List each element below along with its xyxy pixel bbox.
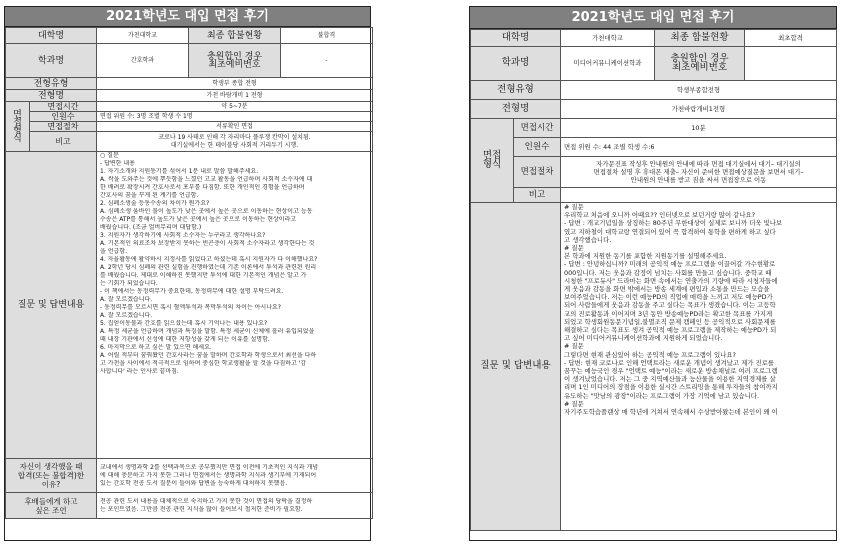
waitlist-value [745,47,837,81]
result-label: 최종 합불현황 [189,28,281,44]
admission-type-value: 학생부종합전형 [561,81,837,100]
note-value: 코로나 19 사태로 인해 각 자리마다 플루쟁 칸막이 설치됨. 대기실에서는 한 테이블당 사회적 거리두기 시행. [97,132,373,152]
time-value: 약 5~7분 [97,102,373,112]
qa-line: 수송은 ATP를 통해서 높도가 낮은 곳에서 높은 곳으로 이동하는 현상이라고 [100,216,297,223]
right-form-table [470,29,837,531]
qa-line: 이 생겨났었습니다. 저는 그 중 지역예산들과 능산물을 이용한 지역경제를 살 [564,375,776,384]
qa-line: 3. 지원자가 생각하기에 사회적 소수자는 누구라고 생각하나요? [100,232,266,239]
qa-line: 간호사의 꿈을 꾸게 된 계기를 언급함. [100,192,199,199]
people-label: 인원수 [514,138,561,157]
univ-value: 가천대학교 [97,28,189,44]
qa-line: 을 언급함. [100,248,127,255]
waitlist-label: 충원합인 경우 최초예비번호 [189,44,281,78]
qa-line: 되었고 학생회원동문기념일,불멸조직 문제 캠페인 등 공익적으로 사회문제를 [564,317,776,326]
advice-label: 후배들에게 하고 싶은 조언 [6,493,97,519]
qa-line: A. 기본적인 의료조차 보장받지 못하는 빈곤층이 사회적 소수자라고 생각한다는 것 [100,240,315,247]
qa-line: 되어 사람들에게 웃음과 감동을 주고 싶다는 목표가 생겼습니다. 이는 고등학 [564,301,776,310]
qa-line: 때 내장 기관에서 신성에 대한 저항성을 갖게 되는 이유를 설명함. [100,336,270,343]
note-label: 비고 [514,188,561,203]
qa-line: # 질문 [564,244,584,253]
major-value: 간호학과 [97,44,189,78]
qa-line: 자기주도학습플랜상 매 학년에 거쳐서 연속해서 수상받아왔는데 본인이 왜 이 [564,408,778,417]
admission-type-value: 학생부 종합 전형 [97,78,373,90]
procedure-label: 면접절차 [514,157,561,188]
qa-line: A. 심폐소생 움바인 물이 높도가 낮은 곳에서 높은 곳으로 이동하는 현상이고 능동 [100,208,313,215]
admission-type-label: 전형유형 [471,81,561,100]
qa-content [97,152,373,459]
time-value: 10분 [561,119,837,138]
qa-line: 고 생각했습니다. [564,235,612,244]
qa-line: 보여주었습니다. 저는 이런 예능PD의 직업에 매력을 느끼고 저도 예능PD가 [564,293,773,302]
qa-content [561,203,837,531]
interview-format-label: 면접 형식 [471,119,514,203]
advice-content: 전공 관련 도서 내용을 대체적으로 숙지하고 가지 못한 것이 면접의 당락을 결정하 는 포인트였음. 그만큼 전공 관련 지식을 많이 들어보시 철저한 준비가 필요함. [97,493,373,519]
admission-type-label: 전형유형 [6,78,97,90]
left-form-table [5,27,373,519]
univ-label: 대학명 [6,28,97,44]
waitlist-label: 충원합인 경우 최초예비번호 [655,47,745,81]
qa-line: A. 잘 모르겠습니다. [100,296,153,303]
major-label: 학과명 [6,44,97,78]
qa-line: 였고 지하철이 대학교랑 연결되어 있어 꼭 합격하여 통학을 편하게 하고 싶다 [564,227,776,236]
qa-line: - 답변 : 안녕하십니까? 미래의 공익적 예능 프로그램을 이끌어갈 가수현황로 [564,260,776,269]
qa-line: ○ 질문 [100,152,119,159]
right-sheet-title: 2021학년도 대입 면접 후기 [470,7,836,29]
interview-format-label: 면접 형식 [6,102,30,152]
qa-line: 유도하는 "맛남의 광장"이라는 프로그램이 가장 기억에 남고 있습니다. [564,391,759,400]
major-label: 학과명 [471,47,561,81]
note-value [561,188,837,203]
qa-line: 고 가천을 사이에서 적극적으로 임하며 중심한 학교생활을 할 것을 다짐하고 '감 [100,360,307,367]
qa-line: 게 웃음과 감동을 화면 밖에서는 방송 세계에 편입과 소통을 만드는 모습을 [564,285,770,294]
qa-line: 시청한 "프로듀사" 드라마는 화면 속에서는 연출가의 기량에 따라 시청자들에 [564,276,778,285]
qa-line: - 답변 : 개교기념일을 상징하는 80주년 무한대상이 실제로 보니까 더욱 빛나보 [564,219,783,228]
people-value: 면접 위원 수: 44 조별 학생 수:6 [561,138,837,157]
qa-line: # 질문 [564,203,584,211]
waitlist-value: - [281,44,373,78]
admission-name-value: 가천 바람개비 1 전형 [97,90,373,102]
qa-line: 를 배웠습니다. 제대로 이해하진 못했지만 투석에 대한 기본적인 개념은 알고 가 [100,272,307,279]
result-value: 최초합격 [745,30,837,47]
qa-line: 사합니다' 라는 인사로 끝마침. [100,368,179,375]
qa-line: # 질문 [564,342,584,351]
time-label: 면접시간 [30,102,97,112]
qa-line: A. 싹을 도와주는 것에 뿌듯함을 느꼈던 고교 활동을 언급하며 사회적 소수자에 대 [100,176,313,183]
procedure-label: 면접절차 [30,122,97,132]
qa-line: 한 배려로 확장시켜 간호사로서 포부를 다짐함. 또한 개인적인 경험을 언급하며 [100,184,305,191]
reason-content: 교내에서 생명과학 2를 선택과목으로 공부했지만 면접 이전에 기초적인 지식과 개념 에 대해 충분하고 가지 못한 그러나 면접에서는 생명과학 지식과 생기부에 기재되어 있는 간호학 전공 도서 질문이 들어와 답변을 능숙하게 대처하지 못했음. [97,459,373,493]
note-label: 비고 [30,132,97,152]
qa-line: - 답변: 현재 코로나로 인해 언택트라는 새로운 개념이 생겨났고 제가 진로를 [564,358,774,367]
qa-line: 배웠습니다. (조금 얼버무리며 대답함.) [100,224,202,231]
qa-line: - 답변한 내용 [100,160,135,167]
admission-name-value: 가천바람개비1전형 [561,100,837,119]
left-review-sheet [4,6,371,541]
time-label: 면접시간 [514,119,561,138]
procedure-value: 자가문진표 작성후 안내원의 안내에 따라 면접 대기실에서 대기– 대기실의 면접절차 설명 후 휴대폰 제출– 자신이 준비한 면접예상질문을 보면서 대기– 안내원의 안내를 받고 짐을 싸서 면접장으로 이동 [561,157,837,188]
admission-name-label: 전형명 [6,90,97,102]
right-review-sheet [469,6,837,541]
admission-name-label: 전형명 [471,100,561,119]
major-value: 미디어커뮤니케이션학과 [561,47,655,81]
qa-line: 1. 자기소개와 지원동기를 섞어서 1분 내로 말씀 말해주세요. [100,168,259,175]
qa-line: 꿈꾸는 예능국인 경우 "언택트 예능"이라는 새로운 방송채널로 여러 프로그램 [564,367,778,376]
qa-line: 는 기회가 되었습니다. [100,280,158,287]
procedure-value: 서류확인 면접 [97,122,373,132]
qa-line: A. 2학년 당시 심폐의 관련 실험을 진행하였는데 기존 이론에서 투석과 관련된 원리 [100,264,317,271]
qa-line: 그렇다면 현재 관심있어 하는 공익적 예능 프로그램이 있나요? [564,350,736,359]
qa-line: A. 잘 모르겠습니다. [100,312,153,319]
qa-line: 2. 심폐소생술 등동수송의 차이가 뭔가요? [100,200,210,207]
univ-label: 대학명 [471,30,561,47]
qa-line: - 동정력무를 모르시면 혹시 혈액투석과 복막투석의 차이는 아시나요? [100,304,281,311]
qa-line: 해결하고 싶다는 목표도 생겨 공익적 예능 프로그램을 제작하는 예능PD가 되 [564,326,777,335]
reason-label: 자신이 생각했을 때 합격(또는 불합격)한 이유? [6,459,97,493]
qa-line: 000입니다. 저는 웃음과 감정이 넘치는 사회를 만들고 싶습니다. 중학교 때 [564,268,772,277]
qa-line: - 이 책에서는 동정력무가 중요한데, 동정력무에 대한 설명 부탁드려요. [100,288,284,295]
people-value: 면접 위원 수: 3명 조별 학생 수 1명 [97,112,373,122]
qa-line: 우리학교 처음에 오니까 어때요?? 인터넷으로 보던거랑 많이 같나요? [564,211,756,220]
qa-line: 5. 집얻이동물과 간호를 읽으셨는데 혹시 기억나는 내용 있나요? [100,320,268,327]
qa-line: 본 학과에 지원한 동기를 포함한 지원동기를 설명해주세요. [564,252,727,261]
univ-value: 가천대학교 [561,30,655,47]
qa-label: 질문 및 답변내용 [6,152,97,459]
result-value: 불합격 [281,28,373,44]
people-label: 인원수 [30,112,97,122]
qa-line: 고 싶어 미디어커뮤니케이션학과에 지원하게 되었습니다. [564,334,723,343]
qa-line: 교의 진로활동과 이어지며 3년 동안 방송예능PD라는 확고한 목표를 가지게 [564,309,773,318]
left-sheet-title: 2021학년도 대입 면접 후기 [5,7,370,27]
result-label: 최종 합불현황 [655,30,745,47]
qa-label: 질문 및 답변내용 [471,203,561,531]
qa-line: 4. 자율활동에 활약하시 지정사를 읽었다고 하셨는데 혹시 지원자가 다 이해했나요? [100,256,318,263]
qa-line: 리며 1인 미디어의 장점을 이용한 실시간 스트리밍을 통해 투자들의 참여까지 [564,383,778,392]
qa-line: # 질문 [564,399,584,408]
qa-line: A. 특정 세균을 언급하며 개념과 특징을 말함. 특정 세균이 신체에 흘러 유입되었을 [100,328,315,335]
qa-line: A. 어릴 적부터 꿈꿔왔던 간호사라는 꿈을 말하며 간호학과 학생으로서 최선을 다하 [100,352,317,359]
qa-line: 6. 마지막으로 하고 싶은 말 있으면 해세요. [100,344,212,351]
